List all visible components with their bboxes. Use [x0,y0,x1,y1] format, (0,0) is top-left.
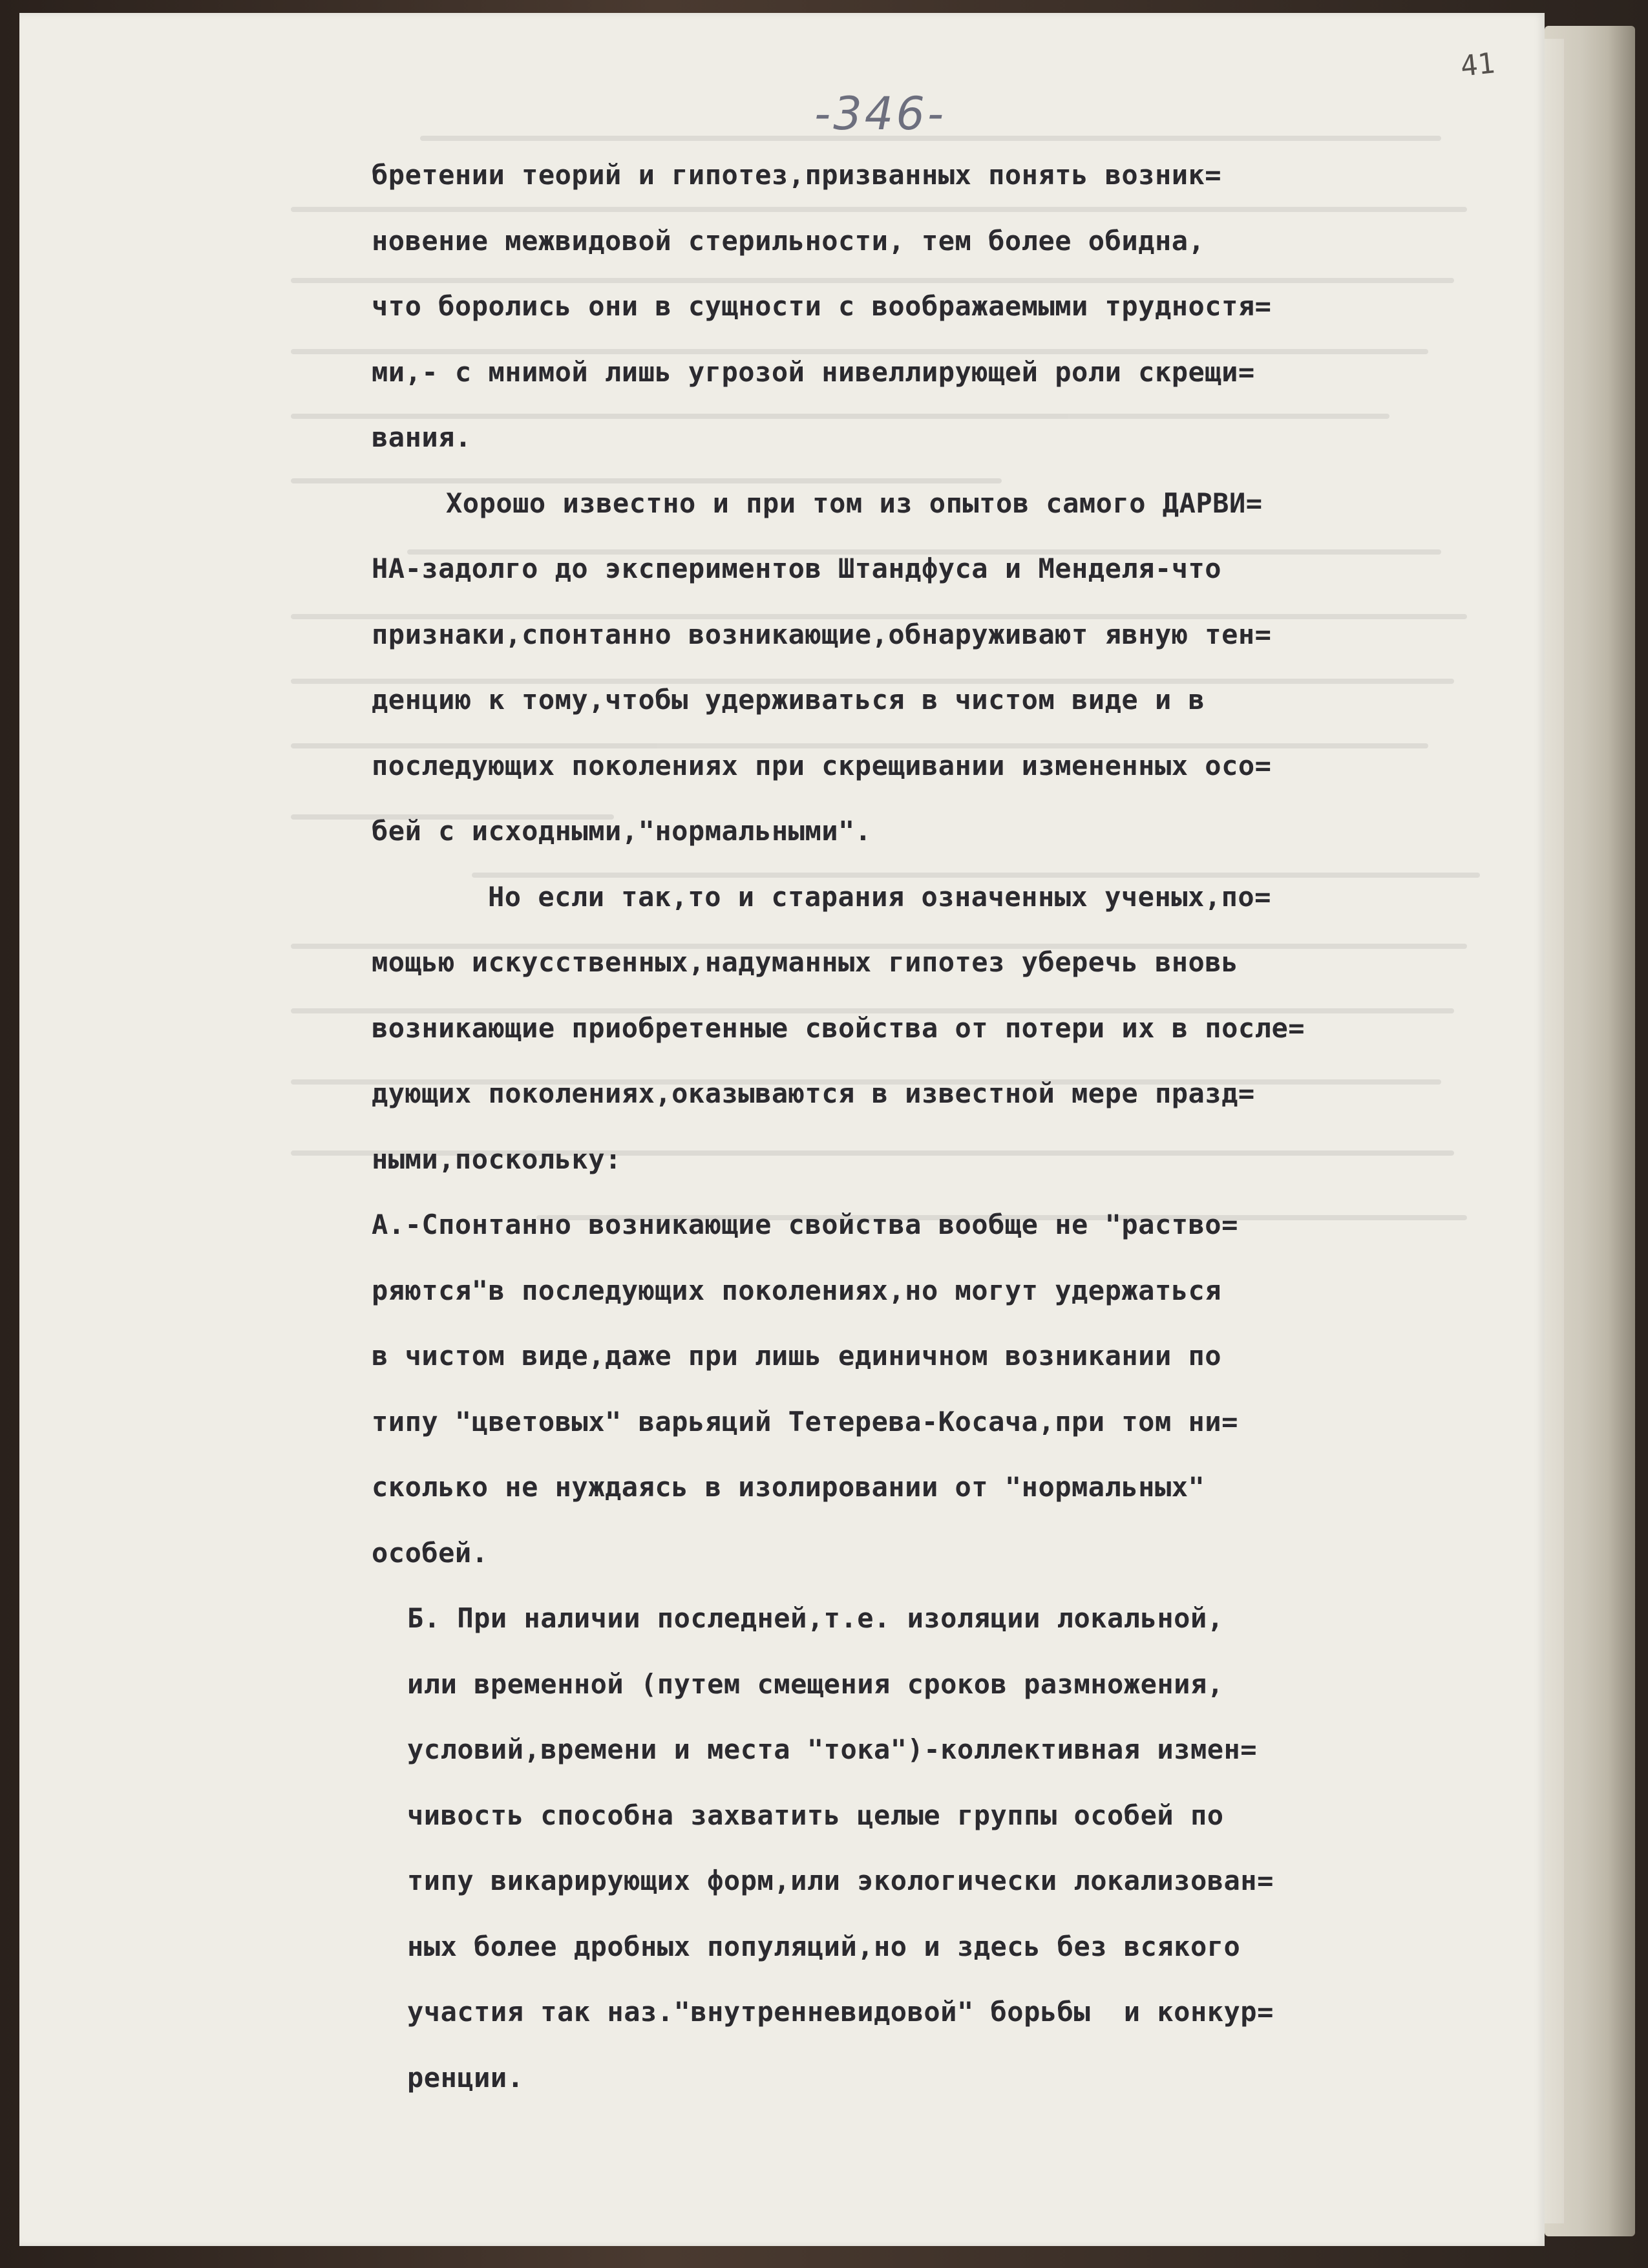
text-line: ных более дробных популяций,но и здесь без всякого [407,1930,1241,1962]
text-line: ми,- с мнимой лишь угрозой нивеллирующей роли скрещи= [372,355,1255,388]
text-line: А.-Спонтанно возникающие свойства вообще не "раство= [372,1209,1238,1240]
text-line: денцию к тому,чтобы удерживаться в чистом виде и в [372,684,1205,715]
typewritten-text [372,142,1535,2110]
paragraph [372,864,1535,1192]
text-line: признаки,спонтанно возникающие,обнаруживают явную тен= [372,618,1272,650]
text-line: бретении теорий и гипотез,призванных понять возник= [372,159,1222,191]
text-line: ными,поскольку: [372,1143,622,1175]
text-line: вания. [372,421,472,453]
text-line: ряются"в последующих поколениях,но могут удержаться [372,1274,1222,1306]
text-line: последующих поколениях при скрещивании измененных осо= [372,749,1272,781]
text-line: условий,времени и места "тока")-коллективная измен= [407,1733,1258,1765]
text-line: дующих поколениях,оказываются в известной мере празд= [372,1077,1255,1109]
document-page [19,13,1545,2246]
text-line: сколько не нуждаясь в изолировании от "нормальных" [372,1471,1205,1503]
text-line: особей. [372,1536,489,1569]
text-line: мощью искусственных,надуманных гипотез уберечь вновь [372,946,1238,978]
text-line: в чистом виде,даже при лишь единичном возникании по [372,1340,1222,1372]
text-line: ренции. [407,2061,524,2093]
paragraph [372,471,1535,864]
text-line: НА-задолго до экспериментов Штандфуса и Менделя-что [372,553,1222,584]
text-line: возникающие приобретенные свойства от потери их в после= [372,1012,1305,1044]
folio-number: 41 [1459,47,1497,83]
text-line: бей с исходными,"нормальными". [372,815,872,847]
text-line: Но если так,то и старания означенных ученых,по= [488,880,1271,913]
paragraph [372,142,1535,471]
paragraph [372,1192,1535,1585]
paragraph [372,1585,1535,2110]
text-line: участия так наз."внутренневидовой" борьбы и конкур= [407,1996,1274,2028]
archive-page-number: -346- [814,87,947,140]
text-line: чивость способна захватить целые группы особей по [407,1799,1224,1831]
text-line: новение межвидовой стерильности, тем более обидна, [372,224,1205,257]
text-line: Хорошо известно и при том из опытов самого ДАРВИ= [446,487,1263,519]
text-line: или временной (путем смещения сроков размножения, [407,1668,1224,1700]
text-line: типу викарирующих форм,или экологически локализован= [407,1865,1274,1896]
text-line: что боролись они в сущности с воображаемыми трудностя= [372,290,1272,322]
text-line: типу "цветовых" варьяций Тетерева-Косача,при том ни= [372,1405,1238,1437]
text-line: Б. При наличии последней,т.е. изоляции локальной, [407,1602,1224,1634]
